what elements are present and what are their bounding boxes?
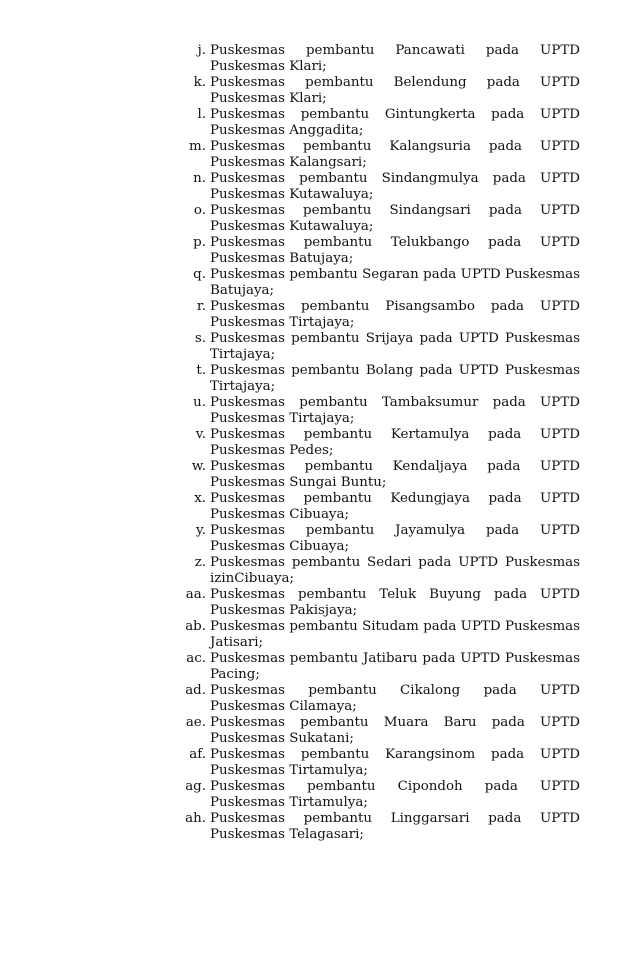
list-item-marker: q.	[193, 267, 206, 282]
list-item-marker: ab.	[185, 619, 206, 634]
list-item	[160, 651, 580, 683]
list-item	[160, 555, 580, 587]
list-item-marker: u.	[193, 395, 206, 410]
list-item-marker: p.	[193, 235, 206, 250]
list-item-text: Puskesmas pembantu Kedungjaya pada UPTD Puskesmas Cibuaya;	[210, 491, 580, 522]
list-item-text: Puskesmas pembantu Jatibaru pada UPTD Puskesmas Pacing;	[210, 651, 580, 682]
list-item-text: Puskesmas pembantu Cikalong pada UPTD Puskesmas Cilamaya;	[210, 683, 580, 714]
list-item-text: Puskesmas pembantu Muara Baru pada UPTD Puskesmas Sukatani;	[210, 715, 580, 746]
list-item	[160, 811, 580, 843]
list-item-marker: s.	[194, 331, 206, 346]
list-item-text: Puskesmas pembantu Teluk Buyung pada UPTD Puskesmas Pakisjaya;	[210, 587, 580, 618]
list-item-text: Puskesmas pembantu Belendung pada UPTD Puskesmas Klari;	[210, 75, 580, 106]
list-item-text: Puskesmas pembantu Telukbango pada UPTD Puskesmas Batujaya;	[210, 235, 580, 266]
list-item-marker: aa.	[185, 587, 206, 602]
list-item	[160, 523, 580, 555]
list-item	[160, 459, 580, 491]
list-item-text: Puskesmas pembantu Srijaya pada UPTD Puskesmas Tirtajaya;	[210, 331, 580, 362]
list-item-text: Puskesmas pembantu Linggarsari pada UPTD Puskesmas Telagasari;	[210, 811, 580, 842]
list-item-text: Puskesmas pembantu Sedari pada UPTD Puskesmas izinCibuaya;	[210, 555, 580, 586]
list-item-marker: t.	[196, 363, 206, 378]
list-item-text: Puskesmas pembantu Kalangsuria pada UPTD Puskesmas Kalangsari;	[210, 139, 580, 170]
list-item-marker: ae.	[185, 715, 206, 730]
list-item	[160, 107, 580, 139]
list-item	[160, 395, 580, 427]
list-item-text: Puskesmas pembantu Pisangsambo pada UPTD Puskesmas Tirtajaya;	[210, 299, 580, 330]
list-item-text: Puskesmas pembantu Gintungkerta pada UPTD Puskesmas Anggadita;	[210, 107, 580, 138]
list-item-text: Puskesmas pembantu Cipondoh pada UPTD Puskesmas Tirtamulya;	[210, 779, 580, 810]
puskesmas-pembantu-list	[160, 43, 580, 843]
list-item	[160, 715, 580, 747]
list-item	[160, 203, 580, 235]
list-item-marker: ac.	[186, 651, 206, 666]
list-item-marker: o.	[193, 203, 206, 218]
list-item	[160, 491, 580, 523]
list-item-text: Puskesmas pembantu Jayamulya pada UPTD Puskesmas Cibuaya;	[210, 523, 580, 554]
list-item	[160, 331, 580, 363]
list-item-marker: ad.	[185, 683, 206, 698]
list-item	[160, 139, 580, 171]
list-item-text: Puskesmas pembantu Karangsinom pada UPTD Puskesmas Tirtamulya;	[210, 747, 580, 778]
list-item-text: Puskesmas pembantu Tambaksumur pada UPTD Puskesmas Tirtajaya;	[210, 395, 580, 426]
list-item-marker: ag.	[185, 779, 206, 794]
list-item-marker: x.	[194, 491, 206, 506]
list-item	[160, 587, 580, 619]
list-item-text: Puskesmas pembantu Bolang pada UPTD Puskesmas Tirtajaya;	[210, 363, 580, 394]
list-item-marker: af.	[189, 747, 206, 762]
list-item	[160, 171, 580, 203]
list-item-text: Puskesmas pembantu Sindangmulya pada UPTD Puskesmas Kutawaluya;	[210, 171, 580, 202]
list-item	[160, 75, 580, 107]
list-item-text: Puskesmas pembantu Segaran pada UPTD Puskesmas Batujaya;	[210, 267, 580, 298]
list-item	[160, 299, 580, 331]
list-item	[160, 779, 580, 811]
list-item-marker: w.	[191, 459, 206, 474]
list-item	[160, 235, 580, 267]
list-item	[160, 427, 580, 459]
list-item-marker: y.	[195, 523, 206, 538]
list-item-marker: v.	[195, 427, 206, 442]
list-item-marker: m.	[189, 139, 206, 154]
list-item-marker: r.	[196, 299, 206, 314]
list-item-marker: j.	[197, 43, 206, 58]
list-item-text: Puskesmas pembantu Situdam pada UPTD Puskesmas Jatisari;	[210, 619, 580, 650]
list-item	[160, 363, 580, 395]
list-item	[160, 267, 580, 299]
list-item-text: Puskesmas pembantu Pancawati pada UPTD Puskesmas Klari;	[210, 43, 580, 74]
list-item-text: Puskesmas pembantu Kertamulya pada UPTD Puskesmas Pedes;	[210, 427, 580, 458]
list-item	[160, 683, 580, 715]
list-item-text: Puskesmas pembantu Sindangsari pada UPTD Puskesmas Kutawaluya;	[210, 203, 580, 234]
list-item-marker: n.	[193, 171, 206, 186]
list-item	[160, 747, 580, 779]
list-item	[160, 619, 580, 651]
list-item	[160, 43, 580, 75]
list-item-marker: ah.	[185, 811, 206, 826]
list-item-marker: z.	[194, 555, 206, 570]
list-item-marker: l.	[197, 107, 206, 122]
list-item-marker: k.	[193, 75, 206, 90]
list-item-text: Puskesmas pembantu Kendaljaya pada UPTD Puskesmas Sungai Buntu;	[210, 459, 580, 490]
